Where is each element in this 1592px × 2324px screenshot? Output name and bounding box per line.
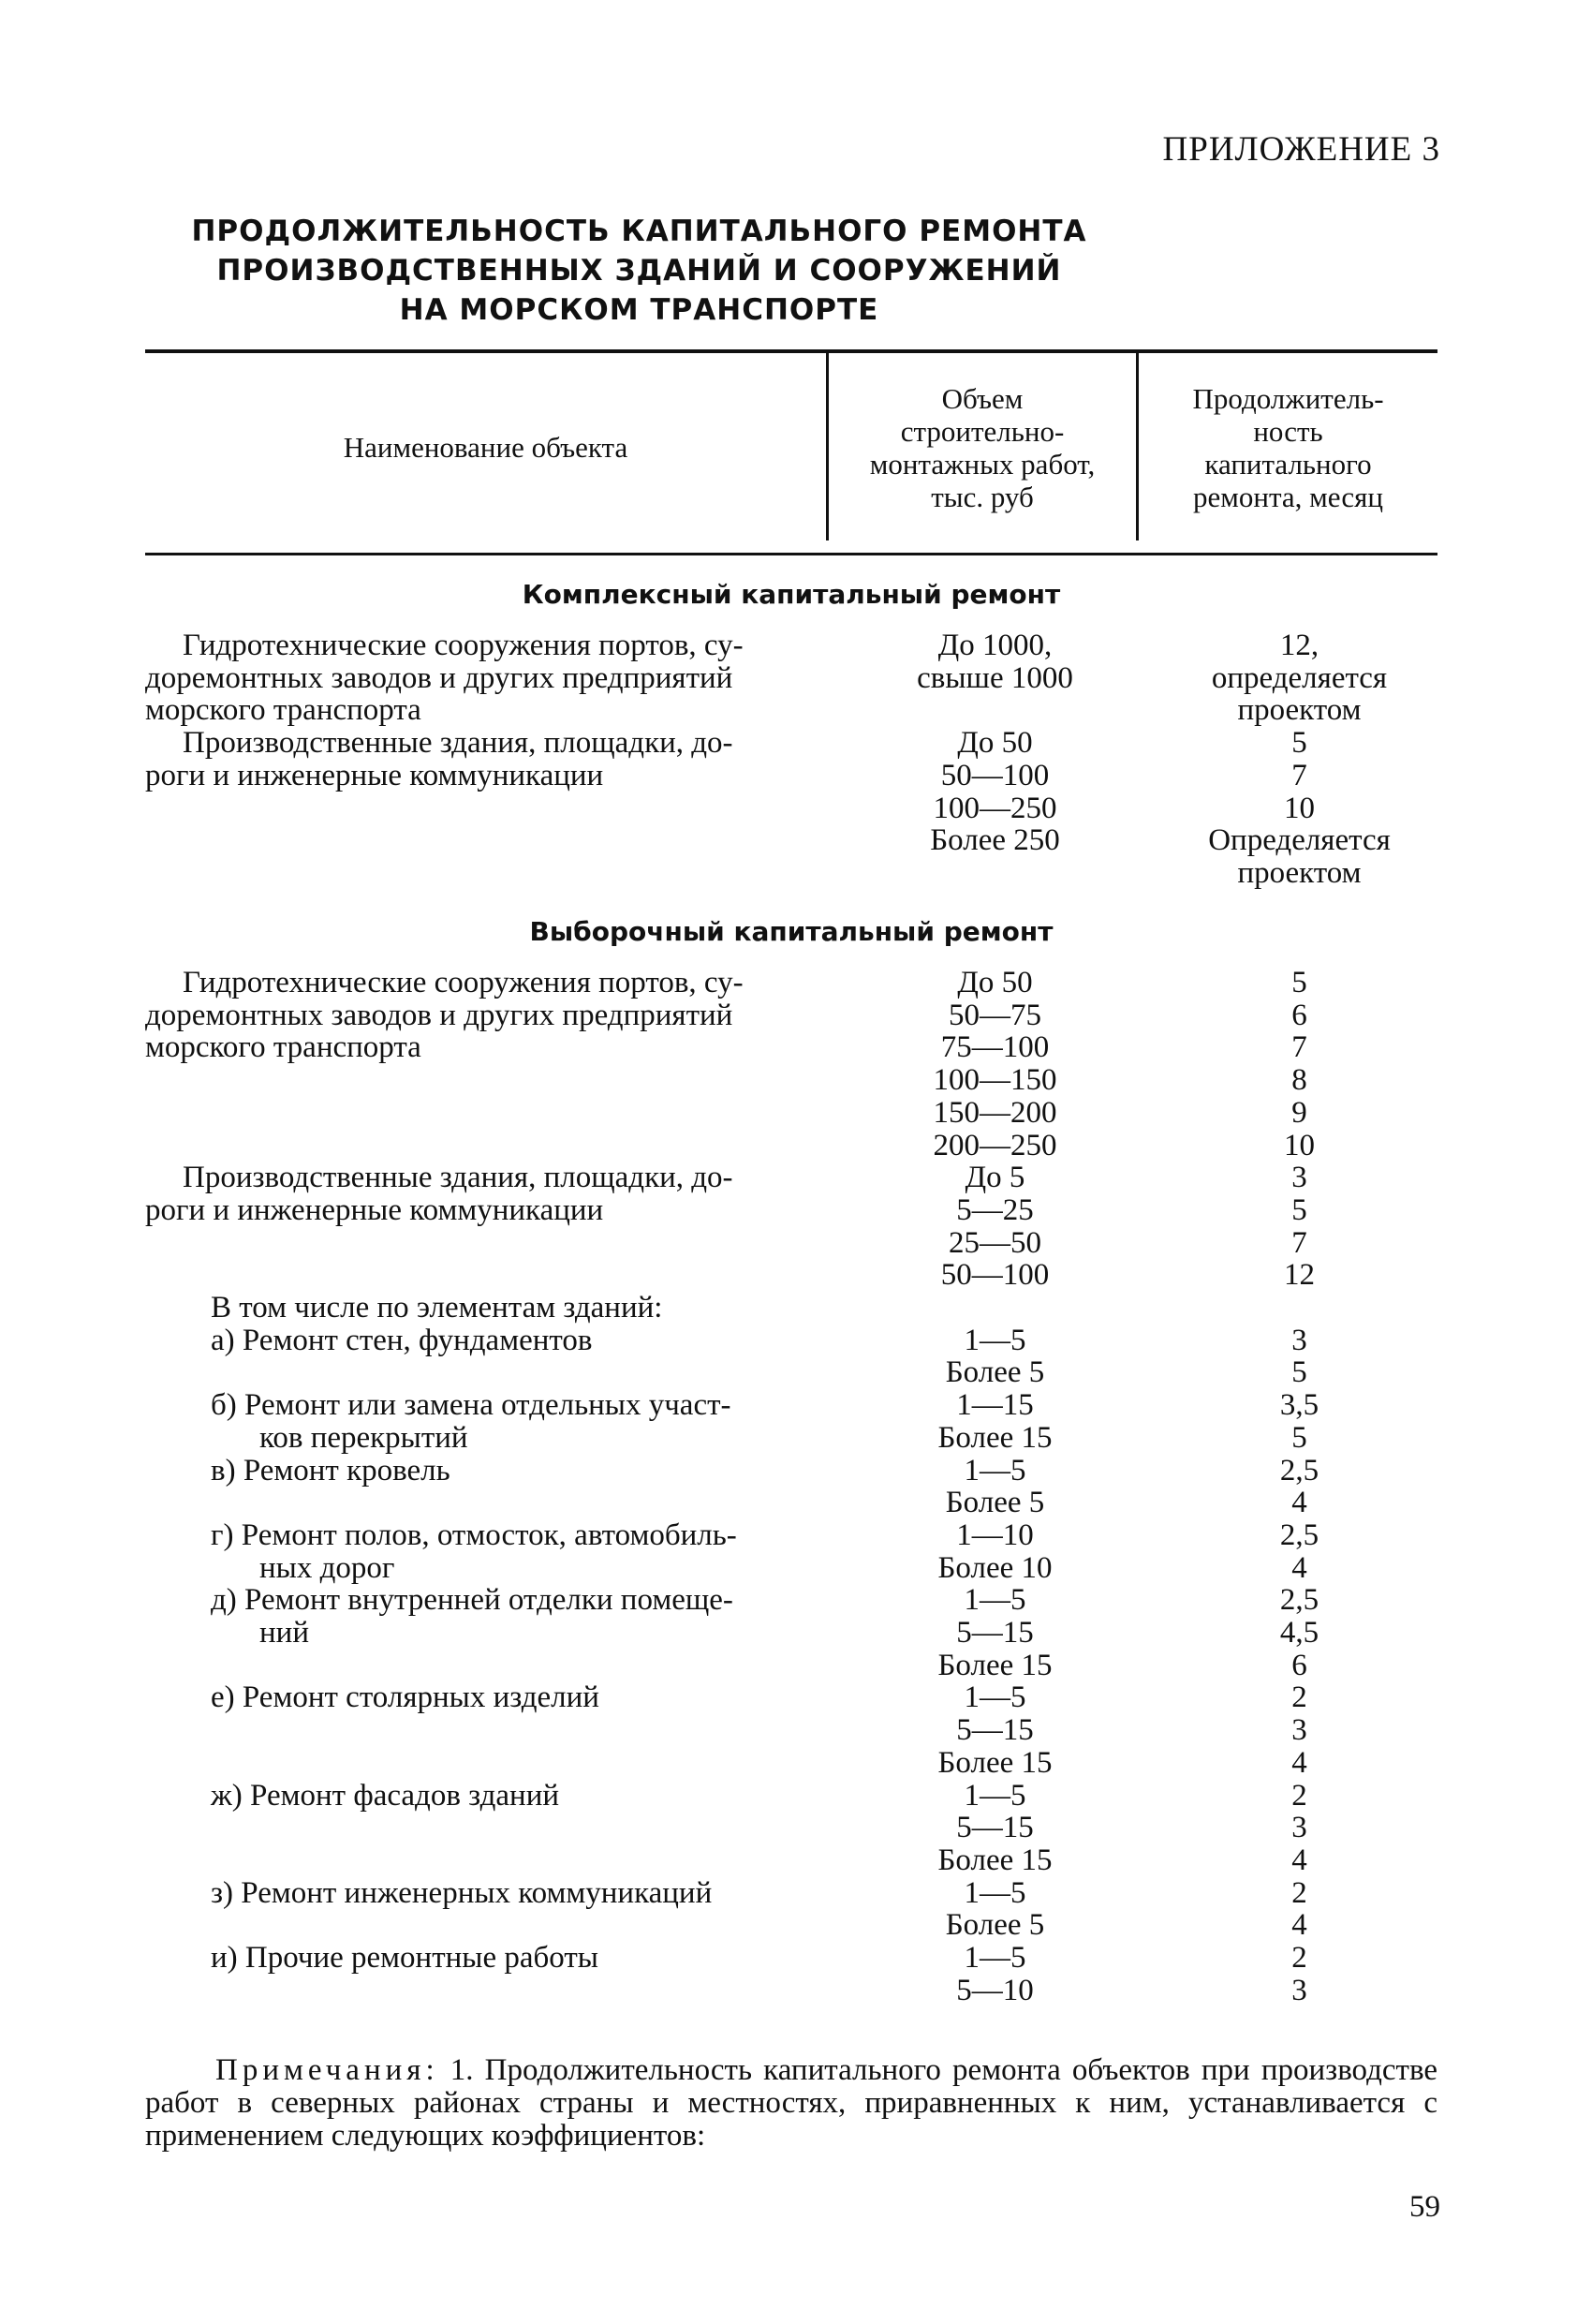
cell-work-volume: 1—5 [964, 1453, 1026, 1488]
cell-repair-duration: 2,5 [1279, 1583, 1319, 1618]
cell-repair-duration: 3 [1291, 1161, 1307, 1195]
cell-object-name: В том числе по элементам зданий: [211, 1291, 663, 1325]
cell-work-volume: 1—5 [964, 1778, 1026, 1813]
cell-object-name: роги и инженерные коммуникации [145, 1192, 604, 1227]
cell-repair-duration: 7 [1291, 1030, 1307, 1065]
cell-work-volume: 5—15 [956, 1713, 1034, 1748]
cell-object-name: морского транспорта [145, 693, 421, 728]
cell-object-name: доремонтных заводов и других предприятий [145, 998, 733, 1032]
cell-work-volume: 100—250 [933, 791, 1057, 825]
cell-repair-duration: 6 [1291, 998, 1307, 1032]
cell-repair-duration: 4 [1291, 1486, 1307, 1520]
cell-object-name: Производственные здания, площадки, до- [183, 1161, 733, 1195]
cell-work-volume: Более 5 [945, 1355, 1045, 1390]
cell-work-volume: 50—100 [940, 758, 1050, 792]
cell-work-volume: Более 250 [930, 823, 1060, 858]
cell-work-volume: 1—5 [964, 1941, 1026, 1975]
cell-repair-duration: проектом [1237, 693, 1362, 728]
cell-repair-duration: проектом [1237, 855, 1362, 890]
cell-object-name: ний [259, 1616, 309, 1650]
header-object-name-text: Наименование объекта [343, 431, 628, 464]
page-number: 59 [1409, 2190, 1440, 2224]
cell-work-volume: 25—50 [949, 1225, 1041, 1260]
section-heading-complex: Комплексный капитальный ремонт [522, 579, 1061, 610]
cell-repair-duration: 3 [1291, 1973, 1307, 2007]
cell-repair-duration: 4 [1291, 1550, 1307, 1585]
cell-object-name: и) Прочие ремонтные работы [211, 1941, 598, 1975]
cell-repair-duration: 5 [1291, 1192, 1307, 1227]
cell-work-volume: 1—5 [964, 1583, 1026, 1618]
cell-repair-duration: 5 [1291, 966, 1307, 999]
cell-work-volume: Более 5 [945, 1908, 1045, 1943]
cell-work-volume: 1—15 [956, 1388, 1034, 1423]
title-line: ПРОИЗВОДСТВЕННЫХ ЗДАНИЙ И СООРУЖЕНИЙ [216, 254, 1062, 288]
section-heading-selective: Выборочный капитальный ремонт [529, 916, 1054, 947]
table-header-rule [145, 553, 1437, 555]
cell-object-name: роги и инженерные коммуникации [145, 758, 604, 792]
cell-repair-duration: 3 [1291, 1811, 1307, 1845]
cell-repair-duration: 3 [1291, 1323, 1307, 1357]
header-line: ность [1253, 414, 1323, 448]
cell-repair-duration: 4,5 [1279, 1616, 1319, 1650]
cell-work-volume: 5—25 [956, 1192, 1034, 1227]
cell-object-name: ков перекрытий [259, 1420, 468, 1455]
cell-repair-duration: 4 [1291, 1745, 1307, 1780]
notes-paragraph [145, 2054, 1437, 2153]
cell-object-name: в) Ремонт кровель [211, 1453, 450, 1488]
cell-object-name: ж) Ремонт фасадов зданий [211, 1778, 560, 1813]
cell-object-name: морского транспорта [145, 1030, 421, 1065]
cell-work-volume: 5—15 [956, 1616, 1034, 1650]
cell-repair-duration: Определяется [1208, 823, 1391, 858]
cell-repair-duration: 2 [1291, 1778, 1307, 1813]
header-line: строительно- [900, 414, 1065, 448]
cell-work-volume: 5—15 [956, 1811, 1034, 1845]
cell-repair-duration: 9 [1291, 1095, 1307, 1130]
cell-object-name: а) Ремонт стен, фундаментов [211, 1323, 593, 1357]
cell-repair-duration: 8 [1291, 1063, 1307, 1098]
cell-work-volume: 1—5 [964, 1875, 1026, 1910]
notes-text: 1. Продолжительность капитального ремонта объектов при производстве работ в северных районах страны и местностях, приравненных к ним, устанавливается с применением следующих коэффициентов: [145, 2053, 1437, 2153]
cell-repair-duration: 7 [1291, 758, 1307, 792]
cell-repair-duration: 10 [1284, 1128, 1315, 1162]
cell-repair-duration: 5 [1291, 1355, 1307, 1390]
header-line: тыс. руб [931, 480, 1034, 513]
notes-lead: Примечания: [215, 2053, 439, 2087]
cell-work-volume: Более 15 [937, 1843, 1053, 1877]
cell-work-volume: 1—5 [964, 1323, 1026, 1357]
cell-work-volume: До 50 [957, 966, 1033, 999]
cell-work-volume: Более 15 [937, 1420, 1053, 1455]
cell-object-name: доремонтных заводов и других предприятий [145, 660, 733, 695]
cell-repair-duration: 6 [1291, 1648, 1307, 1682]
page-title [0, 212, 1278, 330]
cell-work-volume: До 5 [965, 1161, 1025, 1195]
cell-work-volume: 1—10 [956, 1517, 1034, 1552]
cell-work-volume: 50—100 [940, 1258, 1050, 1293]
title-line: ПРОДОЛЖИТЕЛЬНОСТЬ КАПИТАЛЬНОГО РЕМОНТА [191, 215, 1087, 248]
cell-repair-duration: 3,5 [1279, 1388, 1319, 1423]
title-line: НА МОРСКОМ ТРАНСПОРТЕ [399, 293, 879, 327]
cell-repair-duration: 5 [1291, 1420, 1307, 1455]
cell-work-volume: Более 10 [937, 1550, 1053, 1585]
header-line: ремонта, месяц [1193, 480, 1383, 513]
cell-object-name: д) Ремонт внутренней отделки помеще- [211, 1583, 733, 1618]
cell-object-name: ных дорог [259, 1550, 395, 1585]
cell-object-name: г) Ремонт полов, отмосток, автомобиль- [211, 1517, 737, 1552]
cell-repair-duration: 2,5 [1279, 1453, 1319, 1488]
cell-object-name: е) Ремонт столярных изделий [211, 1680, 599, 1715]
cell-repair-duration: 12, [1279, 629, 1319, 662]
table-top-rule [145, 349, 1437, 353]
cell-work-volume: Более 5 [945, 1486, 1045, 1520]
appendix-label: ПРИЛОЖЕНИЕ 3 [1162, 130, 1440, 169]
cell-object-name: б) Ремонт или замена отдельных участ- [211, 1388, 731, 1423]
cell-object-name: Производственные здания, площадки, до- [183, 726, 733, 761]
header-repair-duration [1139, 356, 1437, 539]
cell-repair-duration: 4 [1291, 1843, 1307, 1877]
cell-work-volume: 1—5 [964, 1680, 1026, 1715]
header-line: монтажных работ, [869, 447, 1096, 481]
cell-work-volume: Более 15 [937, 1745, 1053, 1780]
cell-work-volume: До 50 [957, 726, 1033, 761]
cell-work-volume: До 1000, [937, 629, 1053, 662]
cell-repair-duration: 2 [1291, 1875, 1307, 1910]
cell-repair-duration: 2 [1291, 1680, 1307, 1715]
header-line: Объем [941, 381, 1024, 415]
cell-repair-duration: 3 [1291, 1713, 1307, 1748]
header-work-volume [829, 356, 1136, 539]
cell-object-name: Гидротехнические сооружения портов, су- [183, 629, 744, 662]
cell-repair-duration: 4 [1291, 1908, 1307, 1943]
cell-work-volume: 150—200 [933, 1095, 1057, 1130]
cell-repair-duration: 2 [1291, 1941, 1307, 1975]
cell-repair-duration: 2,5 [1279, 1517, 1319, 1552]
cell-work-volume: 50—75 [949, 998, 1041, 1032]
header-line: Продолжитель- [1192, 381, 1384, 415]
cell-object-name: Гидротехнические сооружения портов, су- [183, 966, 744, 999]
cell-work-volume: 75—100 [940, 1030, 1050, 1065]
cell-repair-duration: 5 [1291, 726, 1307, 761]
header-line: капитального [1204, 447, 1372, 481]
cell-work-volume: 5—10 [956, 1973, 1034, 2007]
cell-repair-duration: определяется [1211, 660, 1388, 695]
cell-repair-duration: 10 [1284, 791, 1315, 825]
cell-repair-duration: 7 [1291, 1225, 1307, 1260]
cell-object-name: з) Ремонт инженерных коммуникаций [211, 1875, 713, 1910]
cell-work-volume: Более 15 [937, 1648, 1053, 1682]
cell-repair-duration: 12 [1284, 1258, 1315, 1293]
header-object-name [145, 356, 826, 539]
cell-work-volume: свыше 1000 [917, 660, 1073, 695]
cell-work-volume: 100—150 [933, 1063, 1057, 1098]
cell-work-volume: 200—250 [933, 1128, 1057, 1162]
